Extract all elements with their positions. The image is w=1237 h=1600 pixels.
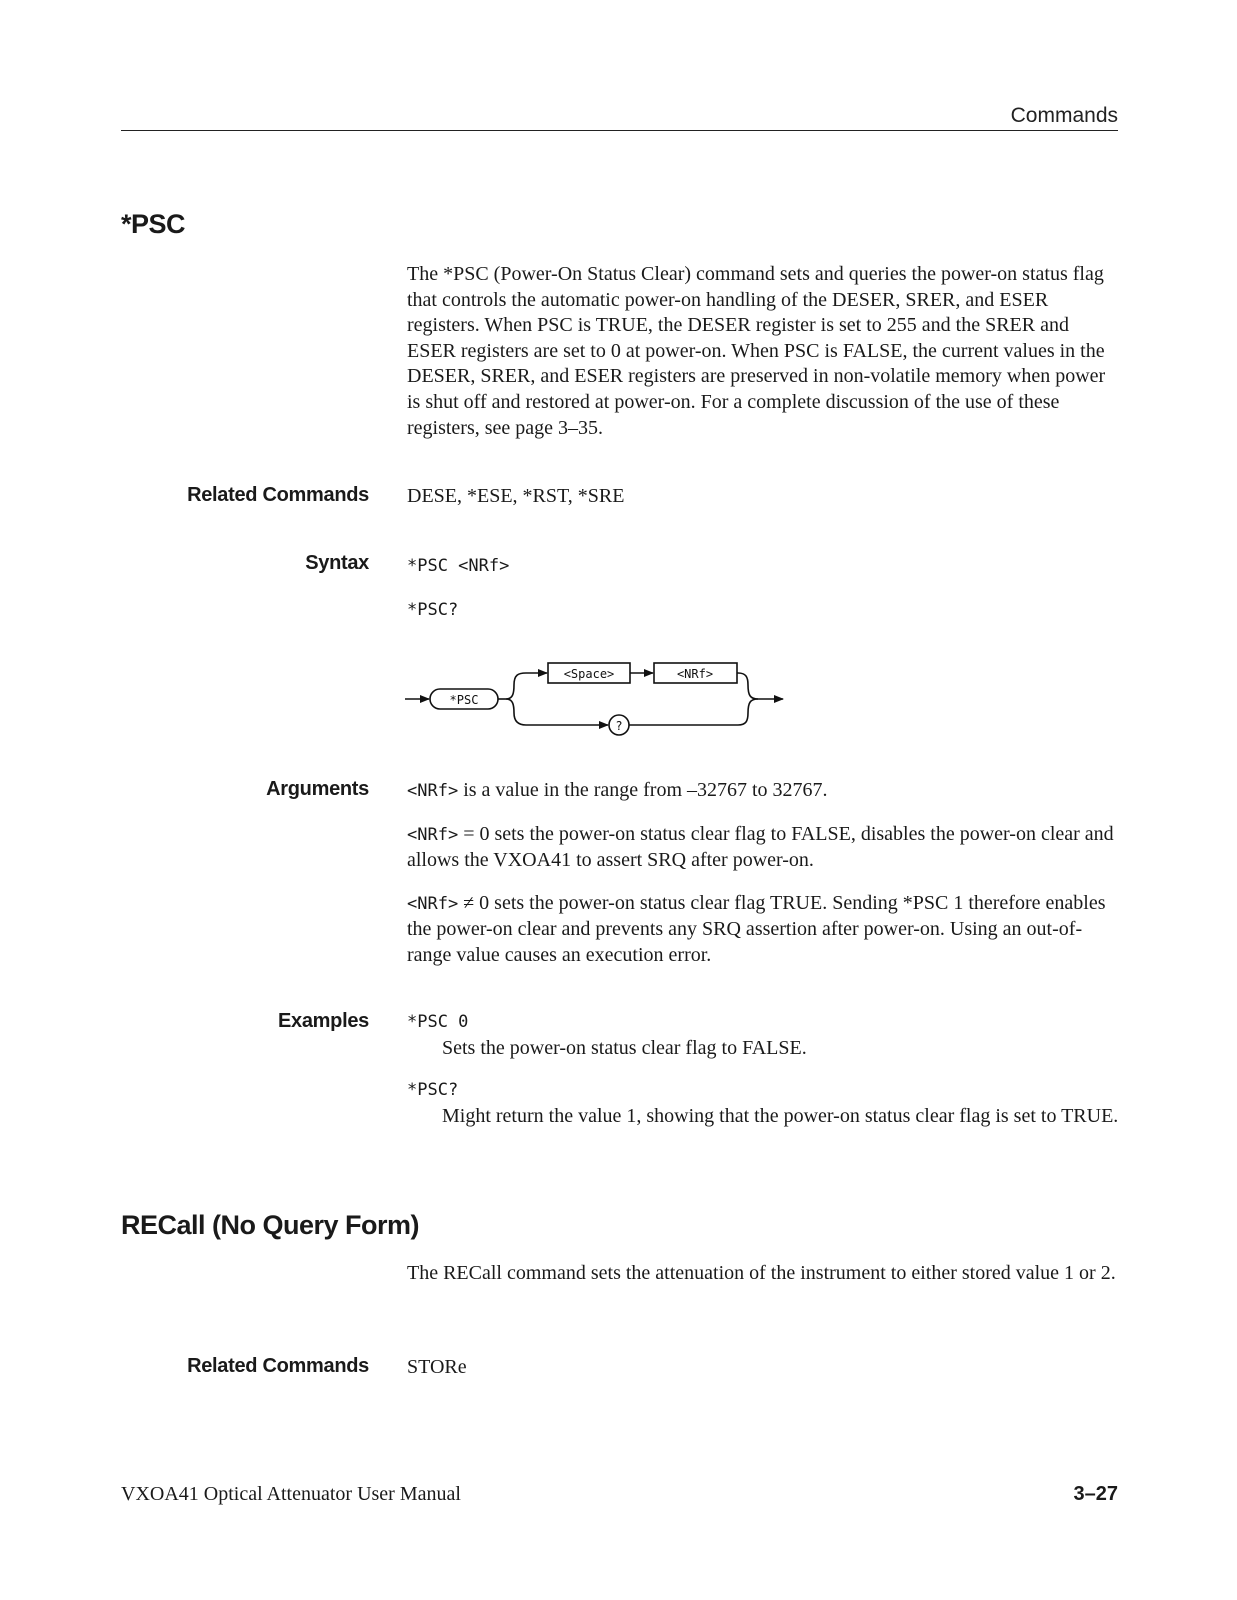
example-code: *PSC 0 (407, 1012, 469, 1032)
example-description: Sets the power-on status clear flag to FALSE. (442, 1036, 807, 1059)
argument-text: ≠ 0 sets the power-on status clear flag TRUE. Sending *PSC 1 therefore enables the power-on clear and prevents any SRQ assertion after power-on. Using an out-of-range value causes an execution error. (407, 891, 1106, 966)
psc-related-value: DESE, *ESE, *RST, *SRE (407, 485, 625, 507)
example-code: *PSC? (407, 1080, 459, 1101)
psc-section-title: *PSC (121, 209, 186, 239)
psc-syntax-label: Syntax (305, 552, 369, 574)
psc-arguments-label: Arguments (266, 778, 369, 800)
recall-description: The RECall command sets the attenuation of the instrument to either stored value 1 or 2. (407, 1262, 1116, 1284)
argument-code: <NRf> (407, 824, 459, 845)
psc-related-label: Related Commands (187, 484, 369, 506)
argument-item (407, 822, 1119, 874)
argument-code: <NRf> (407, 893, 459, 914)
recall-related-label: Related Commands (187, 1355, 369, 1377)
recall-related-value: STORe (407, 1356, 467, 1378)
argument-item (407, 891, 1119, 969)
header-rule (121, 130, 1118, 131)
running-header: Commands (1010, 104, 1118, 127)
argument-item (407, 778, 1119, 805)
recall-section-title: RECall (No Query Form) (121, 1210, 420, 1240)
psc-examples-label: Examples (278, 1010, 369, 1032)
footer-page-number: 3–27 (1073, 1483, 1118, 1505)
psc-examples (407, 1010, 1119, 1146)
argument-text: = 0 sets the power-on status clear flag to FALSE, disables the power-on clear and allows the VXOA41 to assert SRQ after power-on. (407, 822, 1114, 872)
psc-syntax-line-2: *PSC? (407, 600, 459, 620)
footer-manual-title: VXOA41 Optical Attenuator User Manual (121, 1483, 461, 1505)
diagram-query-label: ? (615, 719, 623, 733)
argument-code: <NRf> (407, 781, 459, 801)
psc-syntax-line-1: *PSC <NRf> (407, 556, 510, 576)
diagram-nrf-label: <NRf> (676, 667, 714, 681)
example-description: Might return the value 1, showing that the power-on status clear flag is set to TRUE. (442, 1104, 1119, 1127)
argument-text: is a value in the range from –32767 to 32767. (458, 779, 828, 801)
example-item (407, 1078, 1119, 1129)
psc-syntax-diagram (400, 655, 795, 740)
psc-description: The *PSC (Power-On Status Clear) command sets and queries the power-on status flag that controls the automatic power-on handling of the DESER, SRER, and ESER registers. When PSC is TRUE, the DESER register is set to 255 and the SRER and ESER registers are set to 0 at power-on. When PSC is FALSE, the current values in the DESER, SRER, and ESER registers are preserved in non-volatile memory when power is shut off and restored at power-on. For a complete discussion of the use of these registers, see page 3–35. (407, 263, 1106, 439)
diagram-space-label: <Space> (563, 667, 615, 681)
diagram-start-label: *PSC (449, 693, 479, 707)
example-item (407, 1010, 1119, 1061)
psc-arguments (407, 778, 1119, 986)
